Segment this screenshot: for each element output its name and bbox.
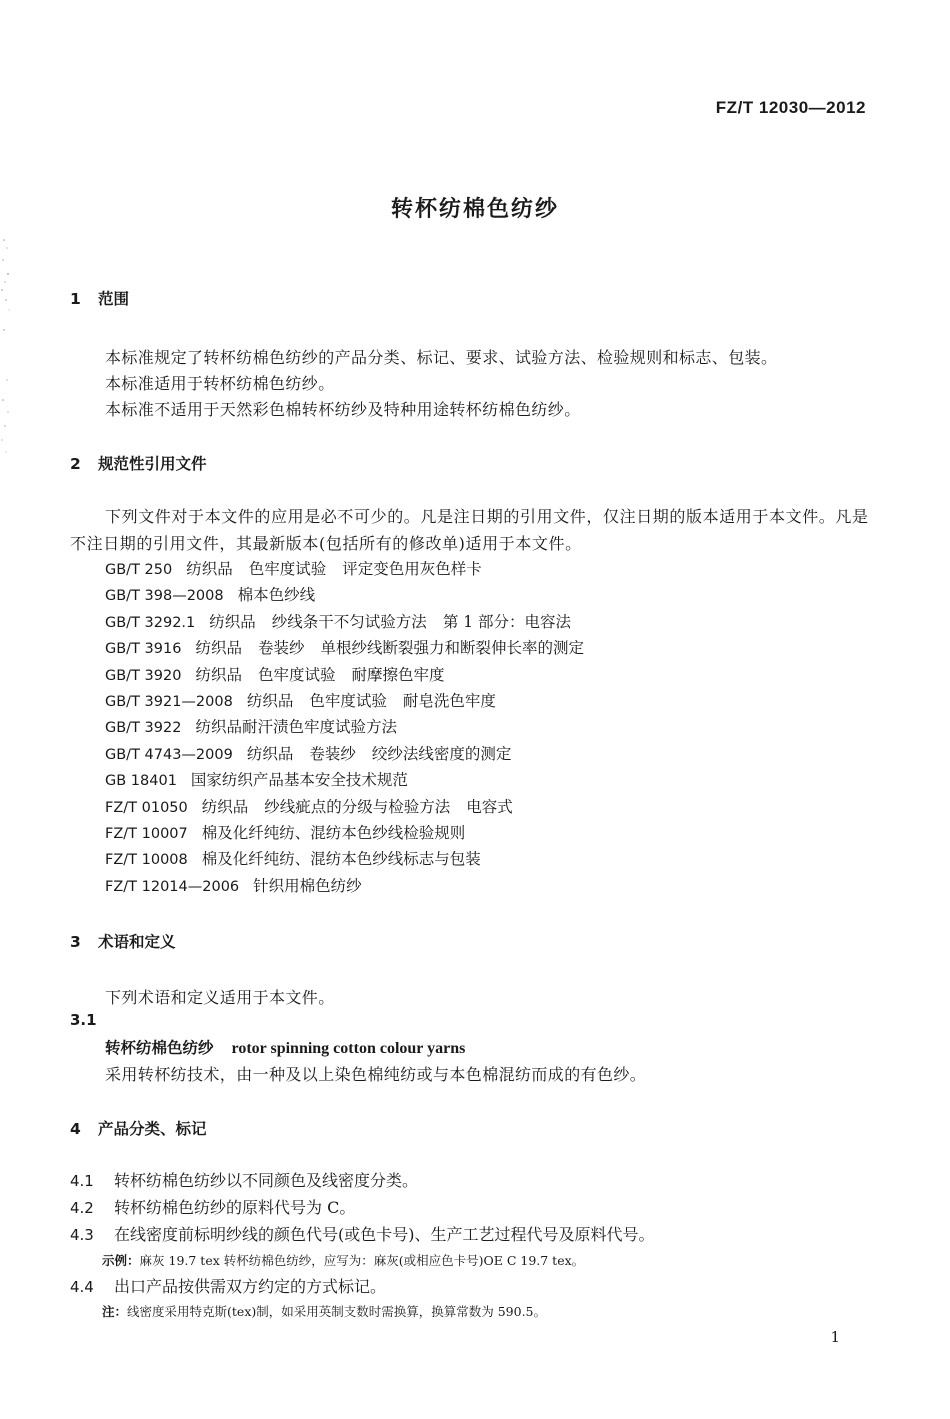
reference-title-part: 国家纺织产品基本安全技术规范 [190, 771, 408, 790]
term-definition: 采用转杯纺技术，由一种及以上染色棉纯纺或与本色棉混纺而成的有色纱。 [105, 1065, 647, 1084]
term-english: rotor spinning cotton colour yarns [231, 1040, 466, 1057]
reference-title-part: 电容式 [466, 797, 513, 816]
section-2-heading [70, 452, 207, 474]
section-number: 3 [70, 933, 81, 951]
scope-paragraph-2: 本标准适用于转杯纺棉色纺纱。 [105, 374, 335, 393]
reference-title-part: 纺织品耐汗渍色牢度试验方法 [195, 718, 397, 737]
scope-paragraph-3: 本标准不适用于天然彩色棉转杯纺纱及特种用途转杯纺棉色纺纱。 [105, 400, 581, 419]
reference-title-part: 纺织品 [201, 797, 249, 816]
reference-title-part: 纱线条干不匀试验方法 [271, 612, 427, 631]
section-title: 术语和定义 [98, 933, 176, 951]
section-number: 4 [70, 1120, 81, 1138]
reference-title-part: 第 1 部分：电容法 [442, 612, 572, 631]
reference-item [105, 847, 497, 869]
note-label: 注： [102, 1304, 128, 1319]
reference-title-part: 耐摩擦色牢度 [351, 665, 445, 684]
reference-code: GB/T 4743—2009 [105, 746, 233, 763]
reference-title-part: 纺织品 [209, 612, 256, 631]
term-number: 3.1 [70, 1011, 97, 1029]
scan-speckle [0, 230, 14, 460]
note-text: 线密度采用特克斯(tex)制，如采用英制支数时需换算，换算常数为 590.5。 [127, 1304, 546, 1319]
reference-item [105, 689, 512, 711]
reference-item [105, 795, 529, 817]
section-title: 规范性引用文件 [98, 455, 207, 473]
section-3-heading [70, 930, 176, 952]
reference-title-part: 色牢度试验 [309, 692, 387, 710]
reference-code: GB/T 3916 [105, 641, 182, 658]
reference-title-part: 棉及化纤纯纺、混纺本色纱线标志与包装 [201, 850, 481, 869]
reference-title-part: 纱线疵点的分级与检验方法 [264, 797, 451, 816]
reference-item [105, 874, 378, 896]
clause-number: 4.2 [70, 1199, 94, 1217]
clause-4-2 [70, 1195, 355, 1218]
section-title: 范围 [98, 290, 130, 308]
scope-paragraph-1: 本标准规定了转杯纺棉色纺纱的产品分类、标记、要求、试验方法、检验规则和标志、包装。 [105, 348, 778, 367]
reference-title-part: 针织用棉色纺纱 [253, 876, 362, 895]
clause-number: 4.3 [70, 1226, 94, 1244]
clause-text: 在线密度前标明纱线的颜色代号(或色卡号)、生产工艺过程代号及原料代号。 [114, 1225, 655, 1244]
reference-title-part: 纺织品 [246, 744, 294, 763]
reference-title-part: 卷装纱 [309, 744, 356, 763]
reference-title-part: 纺织品 [195, 639, 242, 658]
section-1-heading [70, 287, 129, 309]
reference-title-part: 纺织品 [246, 692, 294, 710]
reference-item [105, 715, 413, 737]
example-text: 麻灰 19.7 tex 转杯纺棉色纺纱，应写为：麻灰(或相应色卡号)OE C 19.7 tex。 [139, 1253, 585, 1268]
example-label: 示例： [102, 1253, 140, 1268]
terms-intro: 下列术语和定义适用于本文件。 [105, 988, 335, 1007]
reference-title-part: 评定变色用灰色样卡 [342, 560, 482, 578]
reference-title-part: 色牢度试验 [257, 665, 336, 684]
reference-item [105, 663, 460, 685]
reference-code: GB/T 3292.1 [105, 614, 196, 631]
reference-code: GB/T 250 [105, 562, 173, 578]
references-intro: 下列文件对于本文件的应用是必不可少的。凡是注日期的引用文件，仅注日期的版本适用于本文件。凡是不注日期的引用文件，其最新版本(包括所有的修改单)适用于本文件。 [70, 507, 869, 553]
reference-item [105, 583, 331, 605]
reference-title-part: 耐皂洗色牢度 [402, 692, 496, 710]
reference-code: FZ/T 01050 [105, 799, 188, 816]
section-title: 产品分类、标记 [98, 1120, 207, 1138]
clause-4-1 [70, 1168, 418, 1191]
reference-title-part: 色牢度试验 [248, 560, 327, 578]
reference-title-part: 单根纱线断裂强力和断裂伸长率的测定 [320, 639, 584, 658]
reference-item [105, 821, 481, 843]
page-number: 1 [830, 1328, 840, 1346]
reference-code: FZ/T 10007 [105, 826, 188, 842]
clause-text: 转杯纺棉色纺纱以不同颜色及线密度分类。 [114, 1171, 419, 1190]
reference-code: GB/T 398—2008 [105, 588, 224, 605]
reference-title-part: 棉及化纤纯纺、混纺本色纱线检验规则 [201, 824, 466, 842]
clause-number: 4.4 [70, 1278, 94, 1296]
reference-code: GB 18401 [105, 773, 177, 790]
document-title: 转杯纺棉色纺纱 [390, 197, 559, 222]
reference-title-part: 绞纱法线密度的测定 [371, 744, 512, 763]
reference-title-part: 棉本色纱线 [237, 586, 316, 605]
reference-code: FZ/T 10008 [105, 852, 188, 869]
reference-item [105, 742, 527, 764]
reference-title-part: 卷装纱 [257, 639, 305, 658]
term-entry [105, 1036, 465, 1058]
reference-title-part: 纺织品 [195, 665, 242, 684]
reference-item [105, 557, 498, 579]
standard-code: FZ/T 12030—2012 [715, 98, 866, 117]
reference-code: FZ/T 12014—2006 [105, 878, 240, 895]
example-note [102, 1251, 584, 1269]
clause-number: 4.1 [70, 1172, 94, 1190]
section-number: 2 [70, 455, 81, 473]
clause-4-3 [70, 1222, 655, 1245]
reference-code: GB/T 3920 [105, 667, 182, 684]
reference-item [105, 610, 587, 632]
reference-code: GB/T 3922 [105, 720, 182, 737]
reference-item [105, 636, 600, 658]
reference-item [105, 768, 424, 790]
term-chinese: 转杯纺棉色纺纱 [105, 1039, 214, 1057]
clause-4-4 [70, 1274, 386, 1297]
clause-text: 转杯纺棉色纺纱的原料代号为 C。 [114, 1198, 356, 1217]
reference-code: GB/T 3921—2008 [105, 694, 233, 710]
section-4-heading [70, 1117, 207, 1139]
note [102, 1302, 546, 1320]
section-number: 1 [70, 290, 81, 308]
reference-title-part: 纺织品 [186, 560, 233, 578]
clause-text: 出口产品按供需双方约定的方式标记。 [114, 1277, 387, 1296]
